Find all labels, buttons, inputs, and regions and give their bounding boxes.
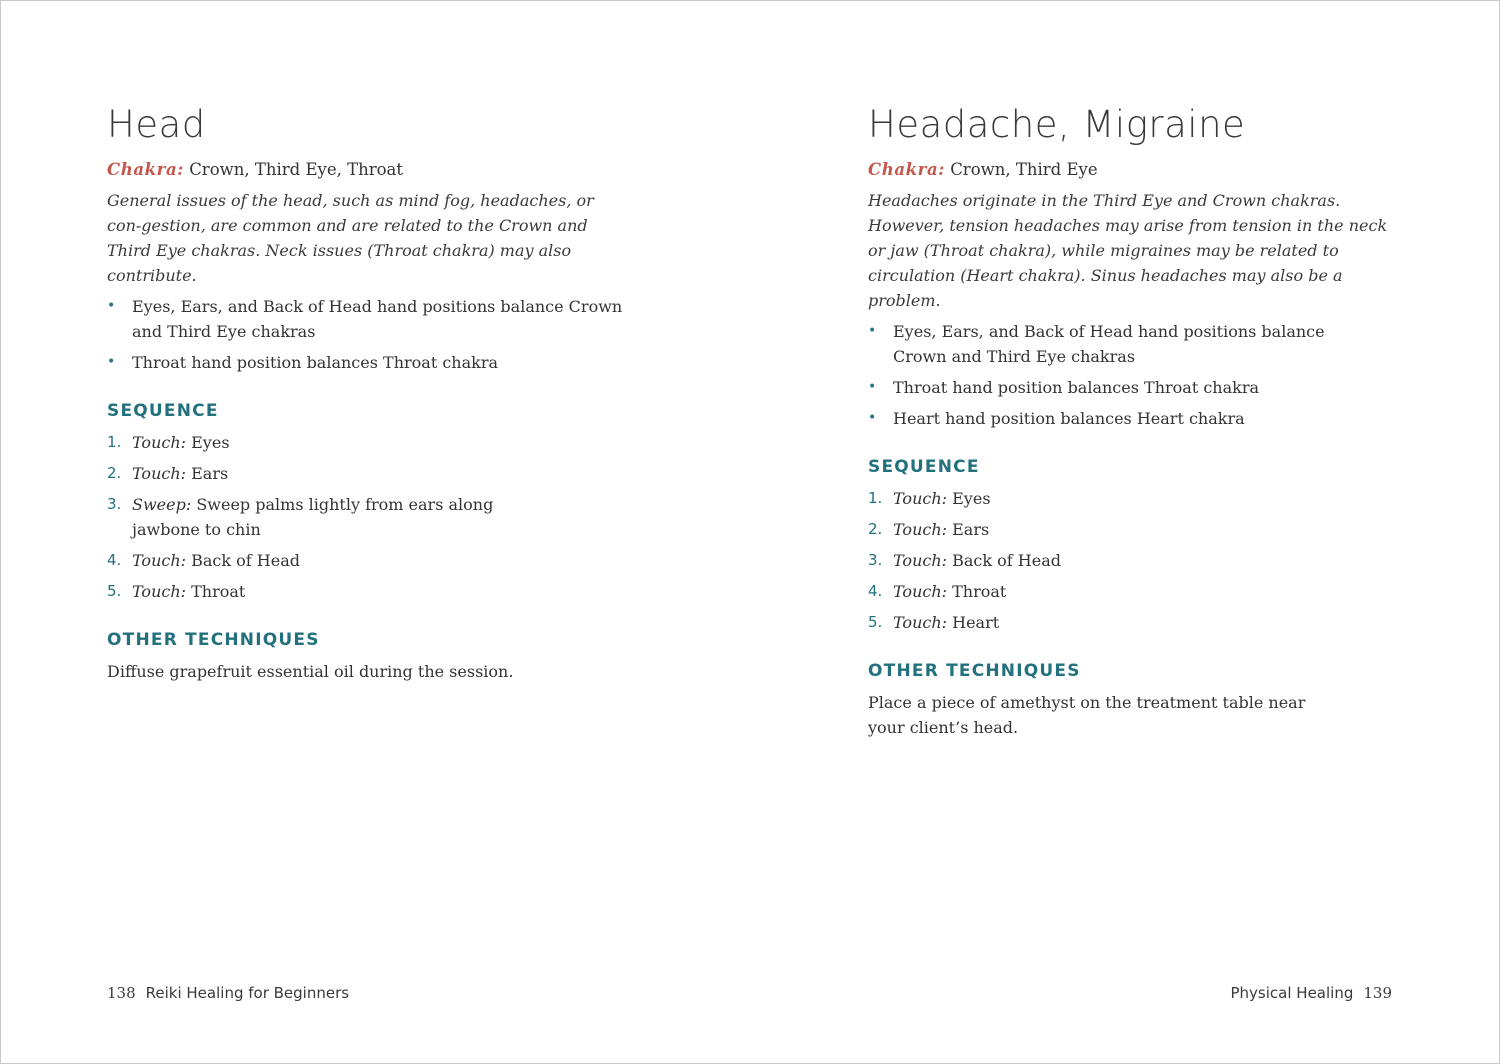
- step-text: Back of Head: [191, 551, 301, 570]
- step-verb: Touch:: [132, 551, 187, 570]
- other-techniques-text: Place a piece of amethyst on the treatment table near your client’s head.: [868, 693, 1306, 737]
- step-verb: Touch:: [893, 613, 948, 632]
- bullet-item: [868, 375, 1408, 400]
- page-footer: [107, 982, 349, 1004]
- step-text: Ears: [952, 520, 990, 539]
- right-page: [750, 0, 1500, 1064]
- step-verb: Touch:: [893, 582, 948, 601]
- sequence-step: [868, 517, 1408, 542]
- sequence-step: [107, 579, 627, 604]
- page-footer: [1231, 982, 1393, 1004]
- page-number: 138: [107, 984, 136, 1002]
- right-page-content: [868, 100, 1408, 740]
- step-text: Eyes: [191, 433, 230, 452]
- chakra-line: [868, 157, 1408, 182]
- sequence-step: [868, 610, 1408, 635]
- bullet-text: Eyes, Ears, and Back of Head hand positions balance Crown and Third Eye chakras: [132, 297, 623, 341]
- step-verb: Touch:: [132, 582, 187, 601]
- chakra-label: Chakra:: [107, 160, 184, 179]
- step-verb: Sweep:: [132, 495, 192, 514]
- sequence-step: [107, 461, 627, 486]
- bullet-text: Eyes, Ears, and Back of Head hand positions balance Crown and Third Eye chakras: [893, 322, 1325, 366]
- chakra-label: Chakra:: [868, 160, 945, 179]
- bullet-icon: •: [868, 410, 877, 426]
- chakra-value: Crown, Third Eye: [950, 160, 1098, 179]
- chakra-line: [107, 157, 627, 182]
- step-number: 3.: [868, 551, 883, 569]
- bullet-item: [107, 294, 627, 344]
- step-text: Heart: [952, 613, 1000, 632]
- step-verb: Touch:: [893, 489, 948, 508]
- step-number: 1.: [868, 489, 883, 507]
- step-number: 2.: [107, 464, 122, 482]
- section-title: Physical Healing: [1230, 984, 1354, 1002]
- step-number: 5.: [107, 582, 122, 600]
- bullet-item: [107, 350, 627, 375]
- step-number: 3.: [107, 495, 122, 513]
- chakra-value: Crown, Third Eye, Throat: [189, 160, 404, 179]
- step-verb: Touch:: [132, 464, 187, 483]
- page-number: 139: [1363, 984, 1392, 1002]
- other-techniques-heading: OTHER TECHNIQUES: [107, 630, 320, 650]
- step-verb: Touch:: [893, 551, 948, 570]
- step-number: 4.: [107, 551, 122, 569]
- step-number: 4.: [868, 582, 883, 600]
- step-number: 1.: [107, 433, 122, 451]
- bullet-icon: •: [868, 379, 877, 395]
- page-title: Head: [107, 103, 206, 146]
- other-techniques-heading: OTHER TECHNIQUES: [868, 661, 1081, 681]
- sequence-step: [868, 486, 1408, 511]
- left-page-content: [107, 100, 627, 684]
- bullet-icon: •: [107, 298, 116, 314]
- bullet-text: Throat hand position balances Throat chakra: [132, 353, 499, 372]
- page-title: Headache, Migraine: [868, 103, 1246, 146]
- intro-paragraph: Headaches originate in the Third Eye and Crown chakras. However, tension headaches may arise from tension in the neck or jaw (Throat chakra), while migraines may be related to circulation (Heart chakra). Sinus headaches may also be a problem.: [868, 191, 1388, 310]
- sequence-list: [107, 430, 627, 604]
- step-verb: Touch:: [132, 433, 187, 452]
- bullet-item: [868, 319, 1333, 369]
- step-number: 5.: [868, 613, 883, 631]
- step-text: Back of Head: [952, 551, 1062, 570]
- sequence-step: [868, 548, 1408, 573]
- bullet-list: [868, 319, 1408, 431]
- sequence-step: [868, 579, 1408, 604]
- bullet-text: Throat hand position balances Throat chakra: [893, 378, 1260, 397]
- bullet-icon: •: [107, 354, 116, 370]
- bullet-text: Heart hand position balances Heart chakra: [893, 409, 1245, 428]
- sequence-list: [868, 486, 1408, 635]
- step-text: Ears: [191, 464, 229, 483]
- other-techniques-text: Diffuse grapefruit essential oil during the session.: [107, 662, 514, 681]
- bullet-item: [868, 406, 1408, 431]
- bullet-icon: •: [868, 323, 877, 339]
- book-title: Reiki Healing for Beginners: [145, 984, 350, 1002]
- sequence-heading: SEQUENCE: [107, 401, 219, 421]
- step-verb: Touch:: [893, 520, 948, 539]
- step-text: Sweep palms lightly from ears along jawbone to chin: [132, 495, 494, 539]
- intro-paragraph: General issues of the head, such as mind fog, headaches, or con-gestion, are common and are related to the Crown and Third Eye chakras. Neck issues (Throat chakra) may also contribute.: [107, 191, 594, 285]
- step-text: Throat: [191, 582, 246, 601]
- sequence-step: [107, 430, 627, 455]
- step-text: Eyes: [952, 489, 991, 508]
- sequence-heading: SEQUENCE: [868, 457, 980, 477]
- sequence-step: [107, 548, 627, 573]
- step-text: Throat: [952, 582, 1007, 601]
- bullet-list: [107, 294, 627, 375]
- step-number: 2.: [868, 520, 883, 538]
- sequence-step: [107, 492, 502, 542]
